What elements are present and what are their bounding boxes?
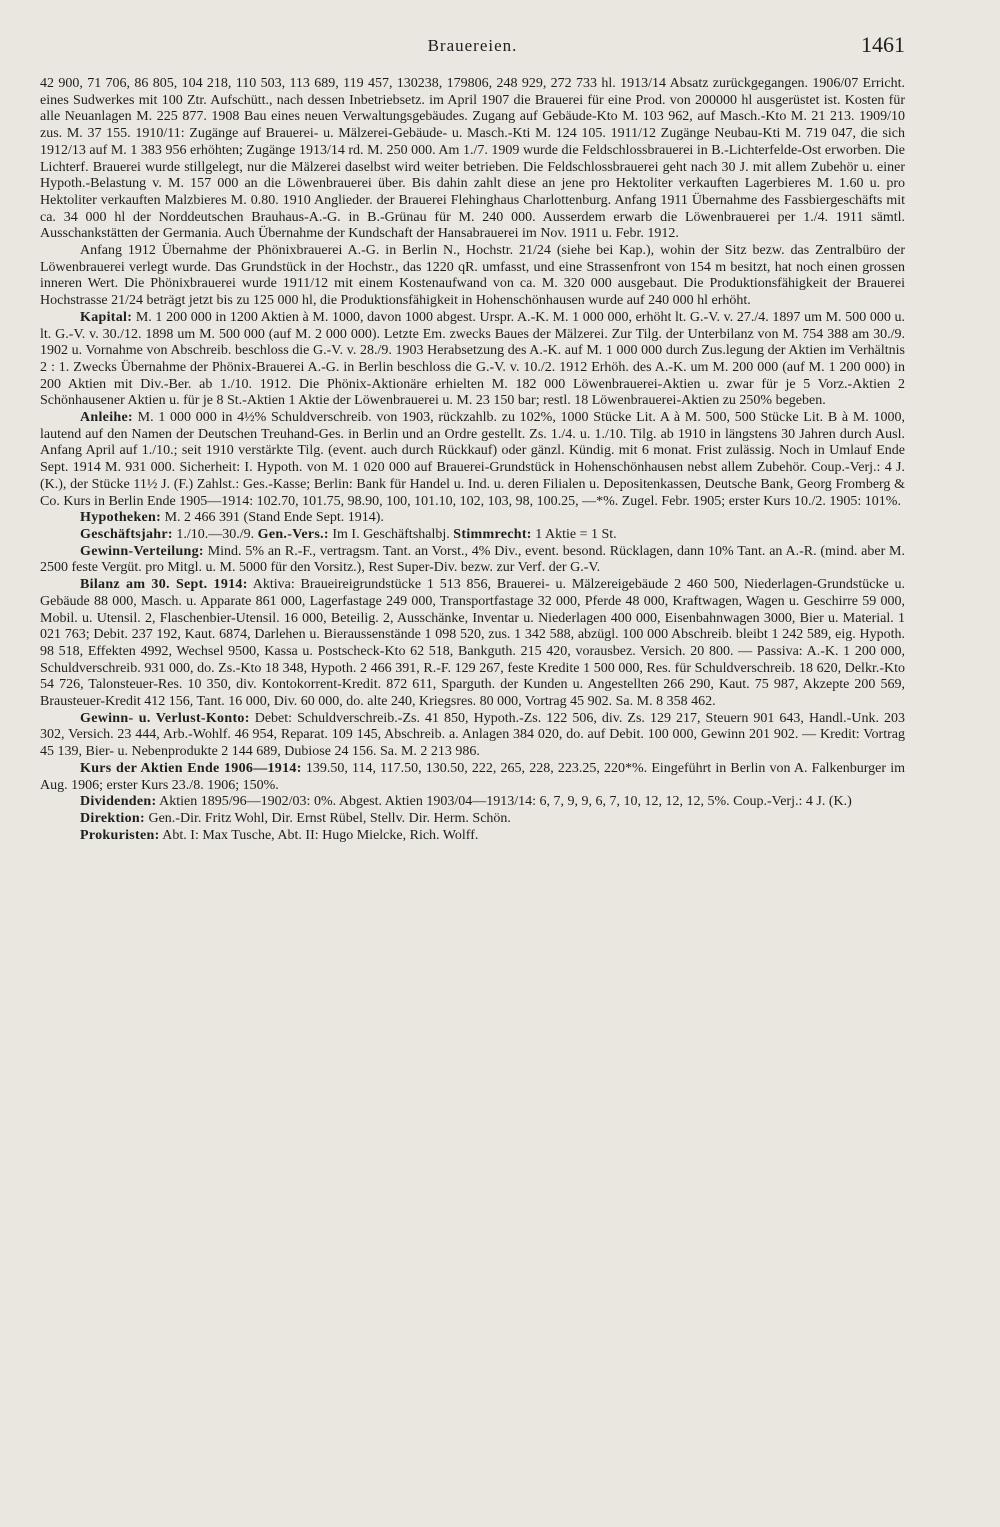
section-label: Gewinn- u. Verlust-Konto: (80, 710, 250, 726)
section-label: Prokuristen: (80, 827, 160, 843)
section-text: Gen.-Dir. Fritz Wohl, Dir. Ernst Rübel, Stellv. Dir. Herm. Schön. (144, 810, 511, 826)
section-text: 1./10.—30./9. (172, 526, 258, 542)
section-label: Geschäftsjahr: (80, 526, 173, 542)
section-label: Dividenden: (80, 794, 157, 810)
section-text: M. 1 000 000 in 4½% Schuldverschreib. von 1903, rückzahlb. zu 102%, 1000 Stücke Lit. A à M. 500, 500 Stücke Lit. B à M. 1000, lautend auf den Namen der Deutschen Treuhand-Ges. in Berlin und an Ordre gestellt. Zs. 1./4. u. 1./10. Tilg. ab 1910 in längstens 30 Jahren durch Ausl. Anfang April auf 1./10.; seit 1910 verstärkte Tilg. (event. auch durch Rückkauf) oder gänzl. Kündig. mit 6 monat. Frist zulässig. Noch in Umlauf Ende Sept. 1914 M. 931 000. Sicherheit: I. Hypoth. von M. 1 020 000 auf Brauerei-Grundstück in Hohenschönhausen nebst allem Zubehör. Coup.-Verj.: 4 J. (K.), der Stücke 11½ J. (F.) Zahlst.: Ges.-Kasse; Berlin: Bank für Handel u. Ind. u. deren Filialen u. Depositenkassen, Deutsche Bank, Georg Fromberg & Co. Kurs in Berlin Ende 1905—1914: 102.70, 101.75, 98.90, 100, 101.10, 102, 103, 98, 100.25, —*%. Zugel. Febr. 1905; erster Kurs 10./2. 1905: 101%. (40, 410, 905, 509)
body-text (40, 76, 905, 844)
section-label: Anleihe: (80, 410, 133, 426)
section-label: Gewinn-Verteilung: (80, 543, 204, 559)
section-text: M. 1 200 000 in 1200 Aktien à M. 1000, davon 1000 abgest. Urspr. A.-K. M. 1 000 000, erhöht lt. G.-V. v. 27./4. 1897 um M. 500 000 u. lt. G.-V. v. 30./12. 1898 um M. 500 000 (auf M. 2 000 000). Letzte Em. zwecks Baues der Mälzerei. Zur Tilg. der Unterbilanz von M. 754 388 am 30./9. 1902 u. Vornahme von Abschreib. beschloss die G.-V. v. 28./9. 1903 Herabsetzung des A.-K. auf M. 1 000 000 durch Zus.legung der Aktien im Verhältnis 2 : 1. Zwecks Übernahme der Phönix-Brauerei A.-G. in Berlin beschloss die G.-V. v. 10./2. 1912 Erhöh. des A.-K. um M. 200 000 (auf M. 1 200 000) in 200 Aktien mit Div.-Ber. ab 1./10. 1912. Die Phönix-Aktionäre erhielten M. 182 000 Löwenbrauerei-Aktien u. zwar für je 5 Vorz.-Aktien 2 Schönhausener Aktien u. für je 8 St.-Aktien 1 Aktie der Löwenbrauerei u. M. 23 150 bar; restl. 18 Löwenbrauerei-Aktien zu 250% begeben. (40, 309, 905, 409)
paragraph-text: Anfang 1912 Übernahme der Phönixbrauerei A.-G. in Berlin N., Hochstr. 21/24 (siehe bei Kap.), wohin der Sitz bezw. das Zentralbüro der Löwenbrauerei verlegt wurde. Das Grundstück in der Hochstr., das 1220 qR. umfasst, und eine Strassenfront von 154 m besitzt, hat noch einen grossen inneren Wert. Die Phönixbrauerei wurde 1911/12 mit einem Kostenaufwand von ca. M. 320 000 ausgebaut. Die Produktionsfähigkeit der Brauerei Hochstrasse 21/24 beträgt jetzt bis zu 125 000 hl, die Produktionsfähigkeit in Hohenschönhausen wurde auf 240 000 hl erhöht. (40, 243, 905, 309)
section-text: Aktien 1895/96—1902/03: 0%. Abgest. Aktien 1903/04—1913/14: 6, 7, 9, 9, 6, 7, 10, 12, 12, 12, 5%. Coup.-Verj.: 4 J. (K.) (156, 794, 852, 810)
section-kurs (40, 761, 905, 794)
section-label: Bilanz am 30. Sept. 1914: (80, 577, 248, 593)
section-anleihe (40, 410, 905, 510)
section-text-gen-vers: Im I. Geschäftshalbj. (328, 526, 454, 542)
section-label: Kurs der Aktien Ende 1906—1914: (80, 760, 302, 776)
section-geschaeftsjahr (40, 527, 905, 544)
section-dividenden (40, 794, 905, 811)
paragraph-intro-1 (40, 76, 905, 243)
section-gewinn-verteilung (40, 544, 905, 577)
running-title: Brauereien. (427, 36, 518, 55)
section-text: Debet: Schuldverschreib.-Zs. 41 850, Hypoth.-Zs. 122 506, div. Zs. 129 217, Steuern 901 643, Handl.-Unk. 203 302, Versich. 23 444, Arb.-Wohlf. 46 954, Reparat. 109 145, Abschreib. a. Anlagen 384 020, do. auf Debit. 100 000, Gewinn 201 902. — Kredit: Vortrag 45 139, Bier- u. Nebenprodukte 2 144 689, Dubiose 24 156. Sa. M. 2 213 986. (40, 710, 905, 760)
section-text: Aktiva: Braueireigrundstücke 1 513 856, Brauerei- u. Mälzereigebäude 2 460 500, Niederlagen-Grundstücke u. Gebäude 88 000, Masch. u. Apparate 861 000, Lagerfastage 249 000, Transportfastage 32 000, Pferde 48 000, Kraftwagen, Wagen u. Geschirre 59 000, Mobil. u. Utensil. 2, Flaschenbier-Utensil. 16 000, Beteilig. 2, Ausschänke, Inventar u. Niederlagen 400 000, Eisenbahnwagen 3000, Bier u. Material. 1 021 763; Debit. 237 192, Kaut. 6874, Darlehen u. Bieraussenstände 1 098 520, zus. 1 342 588, abzügl. 100 000 Abschreib. bleibt 1 242 589, eig. Hypoth. 98 518, Effekten 4992, Wechsel 9500, Kassa u. Postscheck-Kto 62 518, Bankguth. 215 420, vorausbez. Versich. 20 800. — Passiva: A.-K. 1 200 000, Schuldverschreib. 931 000, do. Zs.-Kto 18 348, Hypoth. 2 466 391, R.-F. 129 267, feste Kredite 1 500 000, Res. für Schuldverschreib. 18 620, Delkr.-Kto 54 726, Talonsteuer-Res. 10 350, div. Kontokorrent-Kredit. 872 611, Sparguth. der Kunden u. Angestellten 266 290, Kaut. 75 987, Akzepte 200 569, Brausteuer-Kredit 412 156, Tant. 16 000, Div. 60 000, do. alte 240, Kriegsres. 80 000, Vortrag 45 902. Sa. M. 8 358 462. (40, 577, 905, 710)
section-bilanz (40, 577, 905, 711)
section-label: Hypotheken: (80, 510, 162, 526)
section-label-gen-vers: Gen.-Vers.: (257, 526, 329, 542)
page-number: 1461 (861, 32, 905, 57)
section-text: M. 2 466 391 (Stand Ende Sept. 1914). (161, 510, 384, 526)
section-prokuristen (40, 828, 905, 845)
page-header (40, 32, 905, 76)
section-kapital (40, 310, 905, 410)
section-gewinn-verlust (40, 711, 905, 761)
section-label: Kapital: (80, 309, 133, 325)
section-label-stimmrecht: Stimmrecht: (453, 526, 532, 542)
section-text-stimmrecht: 1 Aktie = 1 St. (531, 526, 617, 542)
section-direktion (40, 811, 905, 828)
paragraph-text: 42 900, 71 706, 86 805, 104 218, 110 503, 113 689, 119 457, 130238, 179806, 248 929, 272 733 hl. 1913/14 Absatz zurückgegangen. 1906/07 Erricht. eines Sudwerkes mit 100 Ztr. Aufschütt., nach dessen Inbetriebsetz. im April 1907 die Brauerei für eine Prod. von 200000 hl ausgerüstet ist. Kosten für alle Neuanlagen M. 225 877. 1908 Bau eines neuen Verwaltungsgebäudes. Zugang auf Gebäude-Kto M. 103 962, auf Masch.-Kto M. 21 213. 1909/10 zus. M. 37 155. 1910/11: Zugänge auf Brauerei- u. Mälzerei-Gebäude- u. Masch.-Kti M. 124 105. 1911/12 Zugänge Neubau-Kti M. 719 047, die sich 1912/13 auf M. 1 383 956 erhöhten; Zugänge 1913/14 rd. M. 250 000. Am 1./7. 1909 wurde die Feldschlossbrauerei in B.-Lichterfelde-Ost erworben. Die Lichterf. Brauerei wurde stillgelegt, nur die Mälzerei daselbst wird weiter betrieben. Die Feldschlossbrauerei geht nach 30 J. mit allem Zubehör u. einer Hypoth.-Belastung v. M. 157 000 an die Löwenbrauerei über. Bis dahin zahlt diese an jene pro Hektoliter verkauften Lagerbieres M. 1.60 u. pro Hektoliter verkauften Malzbieres M. 0.80. 1910 Anglieder. der Brauerei Flehinghaus Charlottenburg. Anfang 1911 Übernahme des Fassbiergeschäfts mit ca. 34 000 hl der Norddeutschen Brauhaus-A.-G. in B.-Grünau für M. 240 000. Ausserdem erwarb die Löwenbrauerei per 1./4. 1911 sämtl. Ausschankstätten der Germania. Auch Übernahme der Kundschaft der Hansabrauerei im Nov. 1911 u. Febr. 1912. (40, 76, 905, 242)
section-text: Mind. 5% an R.-F., vertragsm. Tant. an Vorst., 4% Div., event. besond. Rücklagen, dann 10% Tant. an A.-R. (mind. aber M. 2500 feste Vergüt. pro Mitgl. u. M. 5000 für den Vorsitz.), Rest Super-Div. bezw. zur Verf. der G.-V. (40, 543, 905, 576)
section-text: 139.50, 114, 117.50, 130.50, 222, 265, 228, 223.25, 220*%. Eingeführt in Berlin von A. Falkenburger im Aug. 1906; erster Kurs 23./8. 1906; 150%. (40, 760, 905, 793)
section-text: Abt. I: Max Tusche, Abt. II: Hugo Mielcke, Rich. Wolff. (159, 827, 479, 843)
paragraph-intro-2 (40, 243, 905, 310)
section-hypotheken (40, 510, 905, 527)
section-label: Direktion: (80, 810, 145, 826)
